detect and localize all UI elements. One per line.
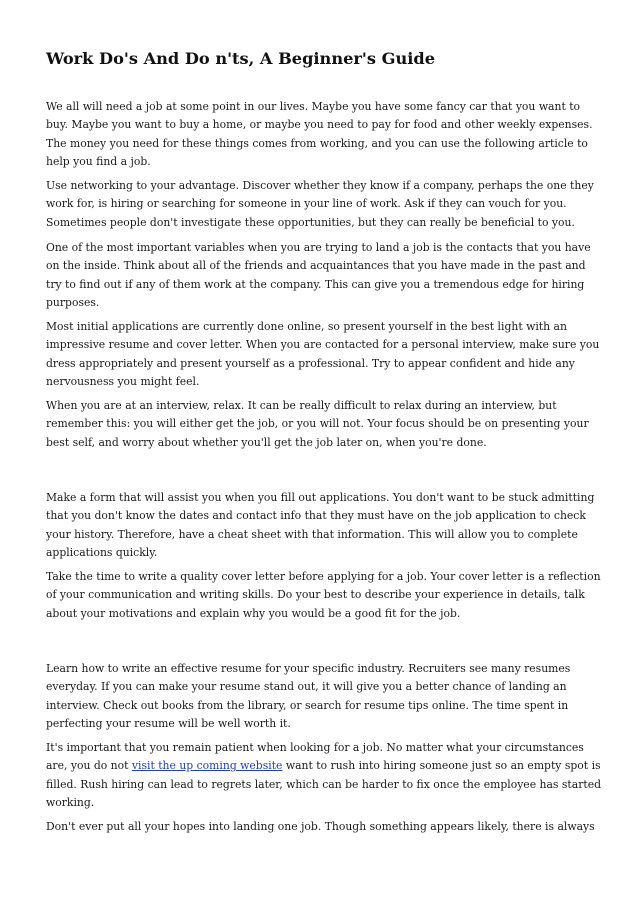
text-line: on the inside. Think about all of the friends and acquaintances that you have made in the past and	[46, 259, 586, 273]
paragraph-cover-letter	[46, 568, 601, 623]
paragraph-applications-online	[46, 318, 600, 391]
text-line: Take the time to write a quality cover letter before applying for a job. Your cover letter is a reflection	[46, 570, 601, 583]
text-line: Don't ever put all your hopes into landing one job. Though something appears likely, there is always	[46, 820, 595, 833]
text-line: applications quickly.	[46, 545, 158, 559]
text-line: Sometimes people don't investigate these opportunities, but they can really be beneficial to you.	[46, 215, 575, 229]
text-line: your history. Therefore, have a cheat sheet with that information. This will allow you to complete	[46, 527, 578, 541]
text-line: help you find a job.	[46, 154, 151, 168]
text-line: purposes.	[46, 295, 100, 309]
paragraph-form	[46, 489, 596, 562]
paragraph-resume	[46, 660, 596, 733]
text-line: about your motivations and explain why you would be a good fit for the job.	[46, 606, 461, 620]
paragraph-contacts	[46, 239, 596, 312]
text-line: filled. Rush hiring can lead to regrets later, which can be harder to fix once the employee has started	[46, 777, 601, 791]
text-segment: want to rush into hiring someone just so an empty spot is	[282, 759, 601, 773]
text-line: One of the most important variables when you are trying to land a job is the contacts that you have	[46, 241, 591, 254]
text-line: Make a form that will assist you when you fill out applications. You don't want to be stuck admitting	[46, 491, 595, 504]
text-line: The money you need for these things comes from working, and you can use the following article to	[46, 136, 588, 150]
text-line: buy. Maybe you want to buy a home, or maybe you need to pay for food and other weekly expenses.	[46, 118, 593, 132]
text-line: When you are at an interview, relax. It can be really difficult to relax during an interview, but	[46, 399, 557, 412]
paragraph-hopes	[46, 818, 596, 836]
text-line: work for, is hiring or searching for someone in your line of work. Ask if they can vouch for you.	[46, 197, 567, 211]
text-line: We all will need a job at some point in our lives. Maybe you have some fancy car that you want to	[46, 100, 581, 113]
text-line: everyday. If you can make your resume stand out, it will give you a better chance of landing an	[46, 680, 567, 694]
paragraph-networking	[46, 177, 596, 232]
text-line: nervousness you might feel.	[46, 374, 200, 388]
text-line: remember this: you will either get the job, or you will not. Your focus should be on presenting your	[46, 417, 589, 431]
text-line: Learn how to write an effective resume for your specific industry. Recruiters see many resumes	[46, 662, 571, 675]
visit-website-link[interactable]: visit the up coming website	[131, 759, 283, 773]
text-line: interview. Check out books from the library, or search for resume tips online. The time spent in	[46, 698, 569, 712]
paragraph-patience	[46, 739, 601, 812]
text-line: dress appropriately and present yourself as a professional. Try to appear confident and hide any	[46, 356, 575, 370]
text-line: Use networking to your advantage. Discover whether they know if a company, perhaps the one they	[46, 179, 594, 192]
document-title: Work Do's And Do n'ts, A Beginner's Guide	[46, 49, 435, 68]
text-line: that you don't know the dates and contact info that they must have on the job application to check	[46, 509, 586, 523]
text-line: try to find out if any of them work at the company. This can give you a tremendous edge for hiring	[46, 277, 585, 291]
text-line: It's important that you remain patient when looking for a job. No matter what your circumstances	[46, 741, 584, 754]
text-line: impressive resume and cover letter. When you are contacted for a personal interview, make sure you	[46, 338, 600, 352]
text-segment: are, you do not	[46, 759, 132, 773]
text-line: Most initial applications are currently done online, so present yourself in the best light with an	[46, 320, 567, 333]
text-line	[46, 757, 601, 775]
paragraph-intro	[46, 98, 596, 171]
text-line: working.	[46, 795, 95, 809]
paragraph-interview	[46, 397, 596, 452]
text-line: best self, and worry about whether you'll get the job later on, when you're done.	[46, 435, 487, 449]
text-line: of your communication and writing skills. Do your best to describe your experience in details, talk	[46, 588, 585, 602]
text-line: perfecting your resume will be well worth it.	[46, 716, 291, 730]
